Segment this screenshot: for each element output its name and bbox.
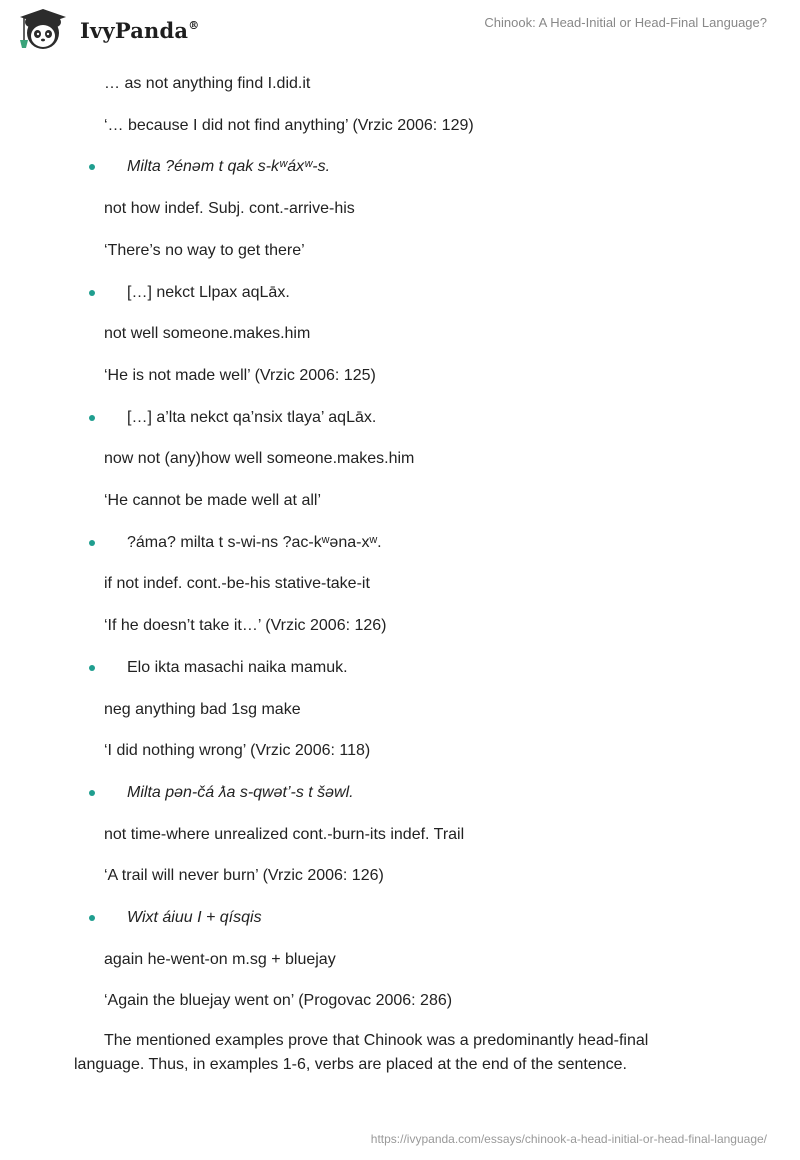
translation-line: ‘A trail will never burn’ (Vrzic 2006: 126) <box>104 867 384 884</box>
translation-line: ‘If he doesn’t take it…’ (Vrzic 2006: 126) <box>104 617 387 634</box>
example-sentence: Elo ikta masachi naika mamuk. <box>127 659 348 676</box>
example-bullet <box>0 658 800 678</box>
document-title: Chinook: A Head-Initial or Head-Final Language? <box>484 15 767 30</box>
example-sentence: Milta pən-čá ƛa s-qwət’-s t šəwl. <box>127 784 354 801</box>
bullet-dot-icon <box>89 415 95 421</box>
page-header <box>0 0 800 60</box>
example-bullet <box>0 283 800 303</box>
translation-line: ‘There’s no way to get there’ <box>104 242 305 259</box>
translation-line: ‘… because I did not find anything’ (Vrzic 2006: 129) <box>104 117 474 134</box>
bullet-dot-icon <box>89 665 95 671</box>
panda-graduate-icon <box>14 8 72 52</box>
example-bullet <box>0 908 800 928</box>
example-bullet <box>0 533 800 553</box>
example-sentence: Wixt áiuu I + qísqis <box>127 909 262 926</box>
example-sentence: Milta ?énəm t qak s-kʷáxʷ-s. <box>127 158 331 175</box>
translation-line: ‘He is not made well’ (Vrzic 2006: 125) <box>104 367 376 384</box>
gloss-line: again he-went-on m.sg + bluejay <box>104 951 336 968</box>
translation-line: ‘He cannot be made well at all’ <box>104 492 322 509</box>
bullet-dot-icon <box>89 540 95 546</box>
gloss-line: not how indef. Subj. cont.-arrive-his <box>104 200 355 217</box>
translation-line: ‘I did nothing wrong’ (Vrzic 2006: 118) <box>104 742 371 759</box>
gloss-line: now not (any)how well someone.makes.him <box>104 450 415 467</box>
brand-name: IvyPanda® <box>80 17 200 43</box>
translation-line: ‘Again the bluejay went on’ (Progovac 2006: 286) <box>104 992 453 1009</box>
example-bullet <box>0 157 800 177</box>
bullet-dot-icon <box>89 290 95 296</box>
source-url[interactable]: https://ivypanda.com/essays/chinook-a-head-initial-or-head-final-language/ <box>370 1132 767 1146</box>
conclusion-paragraph: The mentioned examples prove that Chinook was a predominantly head-final language. Thus, in examples 1-6, verbs are placed at the end of the sentence. <box>74 1032 649 1073</box>
gloss-line: not time-where unrealized cont.-burn-its indef. Trail <box>104 826 465 843</box>
example-sentence: […] a’lta nekct qa’nsix tlaya’ aqLāx. <box>127 409 377 426</box>
gloss-line: … as not anything find I.did.it <box>104 75 311 92</box>
gloss-line: neg anything bad 1sg make <box>104 701 301 718</box>
example-bullet <box>0 408 800 428</box>
example-sentence: ?áma? milta t s-wi-ns ?ac-kʷəna-xʷ. <box>127 534 382 551</box>
example-sentence: […] nekct Llpax aqLāx. <box>127 284 290 301</box>
example-bullet <box>0 783 800 803</box>
bullet-dot-icon <box>89 164 95 170</box>
gloss-line: not well someone.makes.him <box>104 325 311 342</box>
ivypanda-logo[interactable] <box>14 8 199 52</box>
gloss-line: if not indef. cont.-be-his stative-take-it <box>104 575 370 592</box>
bullet-dot-icon <box>89 915 95 921</box>
bullet-dot-icon <box>89 790 95 796</box>
